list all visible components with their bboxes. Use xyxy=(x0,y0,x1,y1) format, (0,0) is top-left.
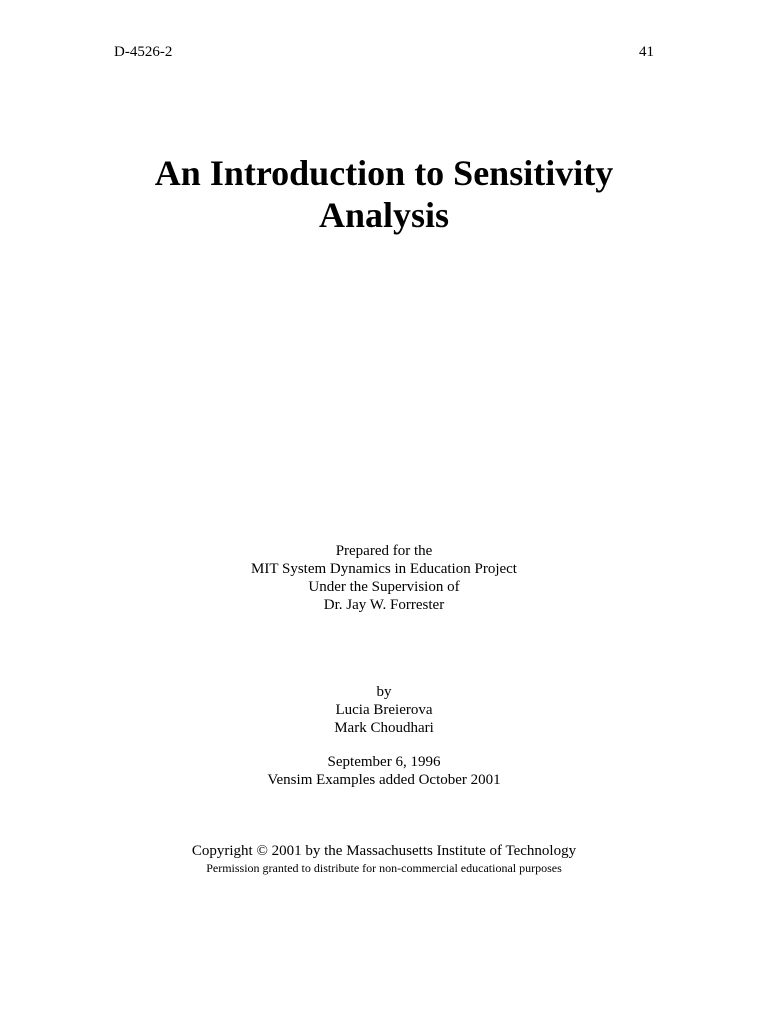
author-1: Lucia Breierova xyxy=(335,702,433,718)
revision-note: Vensim Examples added October 2001 xyxy=(267,772,501,788)
document-title xyxy=(0,152,768,236)
prepared-line-1: Prepared for the xyxy=(335,543,433,559)
dates-block xyxy=(0,753,768,789)
title-line-1: An Introduction to Sensitivity xyxy=(154,153,614,193)
by-label: by xyxy=(376,684,392,700)
publication-date: September 6, 1996 xyxy=(327,754,441,770)
prepared-line-2: MIT System Dynamics in Education Project xyxy=(251,561,517,577)
copyright-text: Copyright © 2001 by the Massachusetts Institute of Technology xyxy=(191,843,577,859)
page-number: 41 xyxy=(639,44,654,60)
prepared-block xyxy=(0,542,768,614)
prepared-line-3: Under the Supervision of xyxy=(308,579,460,595)
document-id: D-4526-2 xyxy=(114,44,173,60)
author-2: Mark Choudhari xyxy=(334,720,434,736)
authors-block xyxy=(0,683,768,737)
prepared-line-4: Dr. Jay W. Forrester xyxy=(323,597,445,613)
title-line-2: Analysis xyxy=(318,195,450,235)
permission-text: Permission granted to distribute for non-commercial educational purposes xyxy=(206,861,562,875)
